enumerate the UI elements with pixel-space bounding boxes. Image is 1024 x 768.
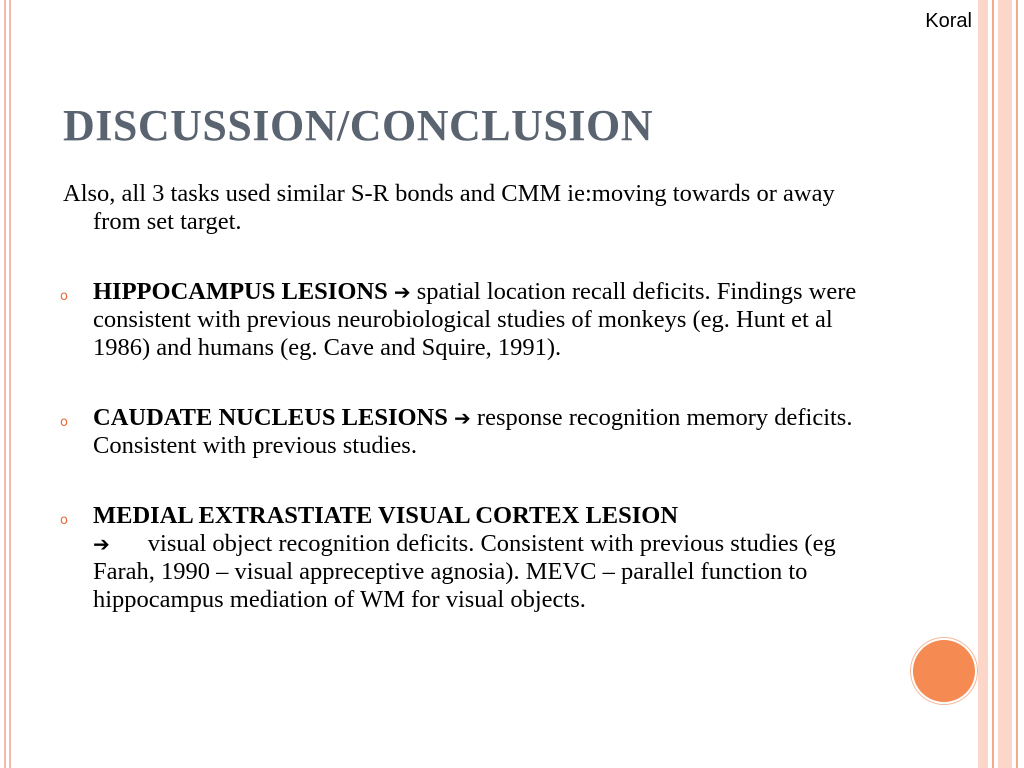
left-border-stripe	[4, 0, 6, 768]
bullet-text: spatial location recall deficits. Findings were consistent with previous neurobiological studies of monkeys (eg. Hunt et al 1986) and humans (eg. Cave and Squire, 1991).	[93, 278, 857, 361]
right-arrow-icon: ➔	[393, 280, 411, 304]
right-arrow-icon: ➔	[93, 532, 110, 556]
left-border-stripe-inner	[9, 0, 11, 768]
bullet-text: visual object recognition deficits. Consistent with previous studies (eg Farah, 1990 – visual appreceptive agnosia). MEVC – parallel function to hippocampus mediation of WM for visual objects.	[93, 530, 836, 613]
slide-title: DISCUSSION/CONCLUSION	[63, 101, 653, 150]
slide-body	[60, 180, 888, 656]
bullet-circle-icon: o	[60, 415, 68, 430]
bullet-heading: CAUDATE NUCLEUS LESIONS	[93, 404, 448, 431]
bullet-caudate	[60, 404, 888, 460]
author-label: Koral	[925, 10, 972, 32]
right-border-band-outer	[998, 0, 1012, 768]
bullet-mevc	[60, 502, 888, 614]
bullet-text: response recognition memory deficits. Consistent with previous studies.	[93, 404, 853, 459]
bullet-heading: HIPPOCAMPUS LESIONS	[93, 278, 388, 305]
right-border-line	[992, 0, 994, 768]
intro-paragraph: Also, all 3 tasks used similar S-R bonds and CMM ie:moving towards or away from set target.	[63, 180, 835, 235]
bullet-circle-icon: o	[60, 289, 68, 304]
decorative-orange-circle	[913, 640, 975, 702]
bullet-hippocampus	[60, 278, 888, 362]
bullet-circle-icon: o	[60, 513, 68, 528]
right-border-line-outer	[1016, 0, 1018, 768]
bullet-heading: MEDIAL EXTRASTIATE VISUAL CORTEX LESION	[93, 502, 679, 529]
right-arrow-icon: ➔	[454, 406, 471, 430]
right-border-band	[978, 0, 988, 768]
